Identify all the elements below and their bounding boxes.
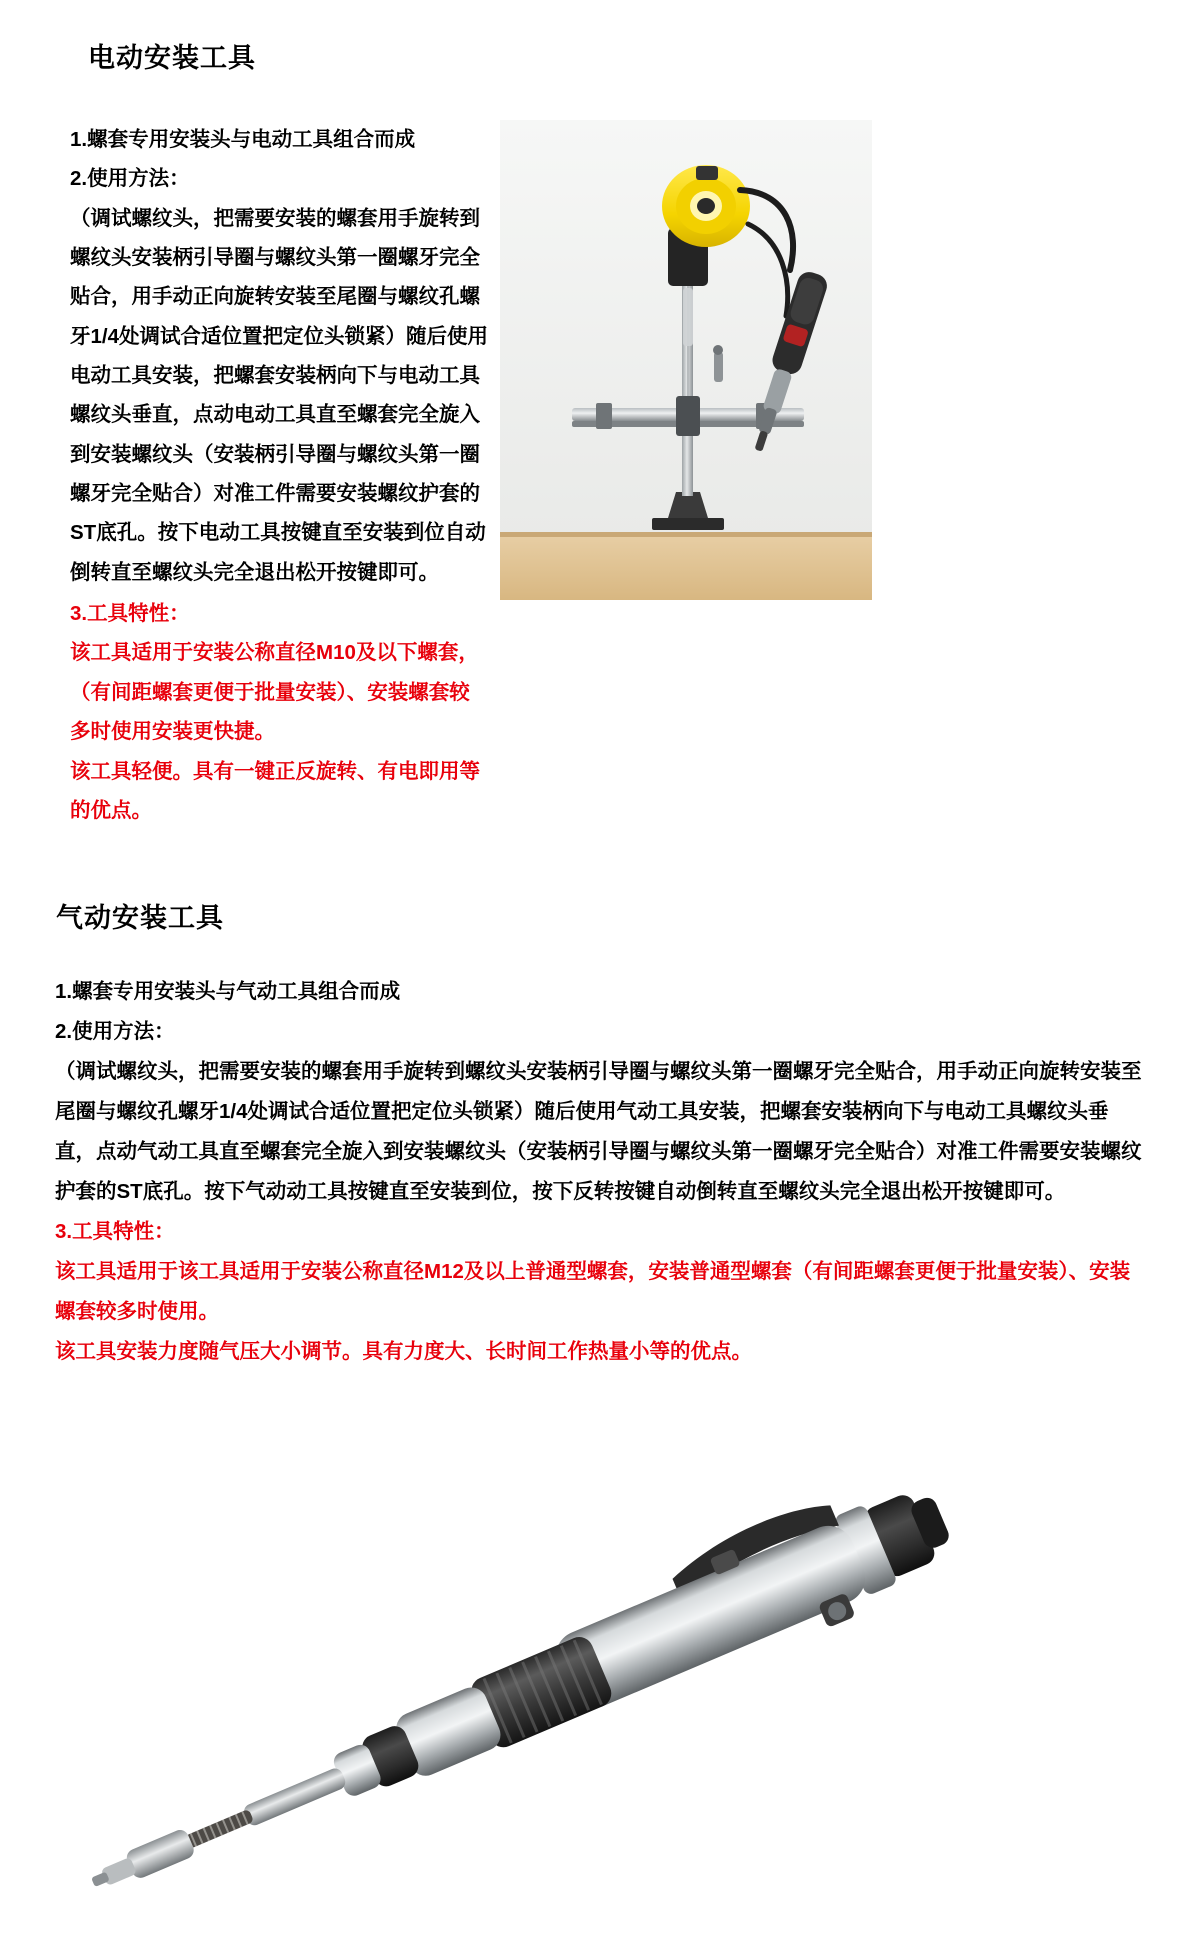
section-electric-tool [0, 0, 1200, 830]
section1-line-12: 倒转直至螺纹头完全退出松开按键即可。 [70, 560, 439, 584]
section1-line-3: （调试螺纹头，把需要安装的螺套用手旋转到 [70, 206, 480, 230]
section1-red-line-5: 该工具轻便。具有一键正反旋转、有电即用等 [70, 759, 480, 783]
section2-line-2: 2.使用方法： [55, 1020, 175, 1044]
section1-line-8: 螺纹头垂直，点动电动工具直至螺套完全旋入 [70, 403, 480, 427]
section1-line-11: ST底孔。按下电动工具按键直至安装到位自动 [70, 521, 486, 545]
electric-tool-illustration [500, 120, 872, 600]
section2-line-1: 1.螺套专用安装头与气动工具组合而成 [55, 980, 401, 1004]
section2-red-line-1: 3.工具特性： [55, 1219, 175, 1243]
section1-line-1: 1.螺套专用安装头与电动工具组合而成 [70, 127, 416, 151]
section1-line-9: 到安装螺纹头（安装柄引导圈与螺纹头第一圈 [70, 442, 480, 466]
electric-tool-photo [500, 120, 872, 600]
section2-red-line-2: 该工具适用于该工具适用于安装公称直径M12及以上普通型螺套，安装普通型螺套（有间距螺套更便于批量安装）、安装螺套较多时使用。 [55, 1259, 1131, 1323]
section1-features [70, 594, 590, 830]
section2-paragraph: （调试螺纹头，把需要安装的螺套用手旋转到螺纹头安装柄引导圈与螺纹头第一圈螺牙完全贴合，用手动正向旋转安装至尾圈与螺纹孔螺牙1/4处调试合适位置把定位头锁紧）随后使用气动工具安装，把螺套安装柄向下与电动工具螺纹头垂直，点动气动工具直至螺套完全旋入到安装螺纹头（安装柄引导圈与螺纹头第一圈螺牙完全贴合）对准工件需要安装螺纹护套的ST底孔。按下气动动工具按键直至安装到位，按下反转按键自动倒转直至螺纹头完全退出松开按键即可。 [55, 1060, 1142, 1203]
section1-red-line-6: 的优点。 [70, 798, 152, 822]
section2-heading: 气动安装工具 [56, 903, 224, 934]
section1-heading: 电动安装工具 [88, 43, 256, 73]
section1-line-6: 牙1/4处调试合适位置把定位头锁紧）随后使用 [70, 324, 488, 348]
section2-body [55, 972, 1145, 1372]
pneumatic-tool-photo [0, 1394, 1200, 1934]
section2-red-line-3: 该工具安装力度随气压大小调节。具有力度大、长时间工作热量小等的优点。 [55, 1339, 752, 1363]
section1-red-line-4: 多时使用安装更快捷。 [70, 720, 275, 744]
section1-red-line-1: 3.工具特性： [70, 602, 190, 626]
section1-line-2: 2.使用方法： [70, 167, 190, 191]
section2-features [55, 1212, 1145, 1372]
section-pneumatic-tool [0, 900, 1200, 1933]
section1-line-4: 螺纹头安装柄引导圈与螺纹头第一圈螺牙完全 [70, 245, 480, 269]
section1-line-5: 贴合，用手动正向旋转安装至尾圈与螺纹孔螺 [70, 285, 480, 309]
section1-red-line-2: 该工具适用于安装公称直径M10及以下螺套， [70, 641, 479, 665]
section1-line-7: 电动工具安装，把螺套安装柄向下与电动工具 [70, 363, 480, 387]
pneumatic-tool-illustration [0, 1394, 1200, 1934]
section1-line-10: 螺牙完全贴合）对准工件需要安装螺纹护套的 [70, 482, 480, 506]
section1-red-line-3: （有间距螺套更便于批量安装）、安装螺套较 [70, 680, 470, 704]
